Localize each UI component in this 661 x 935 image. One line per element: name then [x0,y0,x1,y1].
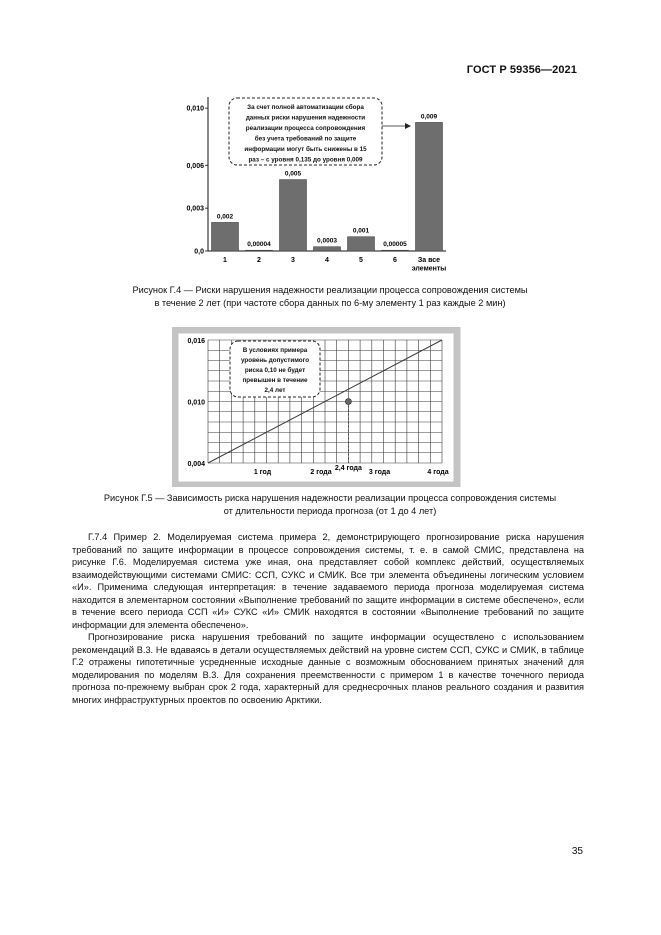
page-number: 35 [571,846,583,857]
y-tick-label: 0,003 [186,205,204,213]
bar-value-label: 0,009 [420,113,438,121]
x-category-label: 3 [291,257,295,264]
bar-value-label: 0,00004 [247,241,271,249]
figure-5-annotation-text: В условиях примера уровень допустимого риска 0,10 не будет превышен в течение 2,4 лет [240,347,310,394]
bar [382,250,409,251]
bar-value-label: 0,002 [216,213,234,221]
figure-5-caption-line-2: от длительности периода прогноза (от 1 до 4 лет) [223,505,437,516]
document-code: ГОСТ Р 59356—2021 [466,64,577,76]
figure-4-annotation-text: За счет полной автоматизации сбора данных риски нарушения надежности реализации процесса сопровождения без учета требований по защите информации могут быть снижены в 15 раз – с уровня 0,135 до уровня 0,009 [244,104,367,164]
bar-value-label: 0,001 [352,227,370,235]
x-category-label: 5 [359,257,363,264]
y-tick-label: 0,004 [187,461,205,468]
figure-4-caption-line-2: в течение 2 лет (при частоте сбора данных по 6-му элементу 1 раз каждые 2 мин) [154,297,506,308]
bar [280,180,307,251]
figure-5-caption-line-1: Рисунок Г.5 — Зависимость риска нарушения надежности реализации процесса сопровождения системы [103,493,557,503]
bar-value-label: 0,00005 [383,241,407,249]
figure-5-marker-point [345,399,351,405]
figure-4-caption-line-1: Рисунок Г.4 — Риски нарушения надежности реализации процесса сопровождения системы [132,285,528,295]
paragraph-2: Прогнозирование риска нарушения требований по защите информации осуществлено с использованием рекомендаций В.3. Не вдаваясь в детали осуществляемых действий на уровне систем ССП, СУКС и СМИК, в таблице Г.2 отражены гипотетичные усредненные исходные данные с возможным обоснованием принятых значений для моделирования по моделям В.3. Для сохранения преемственности с примером 1 в качестве точечного периода прогноза по-прежнему выбран срок 2 года, характерный для среднесрочных планов реального создания и развития многих инфраструктурных проектов по освоению Арктики. [72,632,584,705]
x-category-label: 6 [393,257,397,264]
marker-label: 2,4 года [334,465,362,472]
bar [348,237,375,251]
x-category-label: 2 [257,257,261,264]
x-tick-label: 4 года [427,469,449,476]
figure-4-bar-chart [170,92,460,282]
y-tick-label: 0,0 [194,248,204,256]
bar [416,122,443,251]
bar-value-label: 0,005 [284,170,302,178]
x-category-label: За все элементы [411,257,447,273]
y-tick-label: 0,016 [187,338,205,345]
y-tick-label: 0,010 [186,105,204,113]
x-category-label: 1 [223,257,227,264]
figure-5-line-chart [172,327,462,487]
figure-4-annotation-arrowhead [405,123,411,129]
x-tick-label: 1 год [253,469,272,476]
bar [314,247,341,251]
x-category-label: 4 [325,257,329,264]
x-tick-label: 2 года [310,469,332,476]
y-tick-label: 0,010 [187,399,205,407]
figure-4-caption [60,284,600,309]
figure-5-caption [60,492,600,517]
paragraph-1: Г.7.4 Пример 2. Моделируемая система примера 2, демонстрирующего прогнозирование риска нарушения требований по защите информации в процессе сопровождения системы, т. е. в самой СМИС, представлена на рисунке Г.6. Моделируемая система уже иная, она представляет собой комплекс действий, осуществляемых взаимодействующими системами СМИС: ССП, СУКС и СМИК. Все три элемента объединены логическим условием «И». Применима следующая интерпретация: в течение задаваемого периода прогноза моделируемая система находится в элементарном состоянии «Выполнение требований по защите информации в системе обеспечено», если в течение всего периода ССП «И» СУКС «И» СМИК находятся в состоянии «Выполнение требований по защите информации для элемента обеспечено». [72,532,584,630]
bar [246,250,273,251]
bar-value-label: 0,0003 [317,237,337,245]
y-tick-label: 0,006 [186,162,204,170]
body-text [72,531,584,706]
bar [212,222,239,251]
x-tick-label: 3 года [368,469,391,476]
